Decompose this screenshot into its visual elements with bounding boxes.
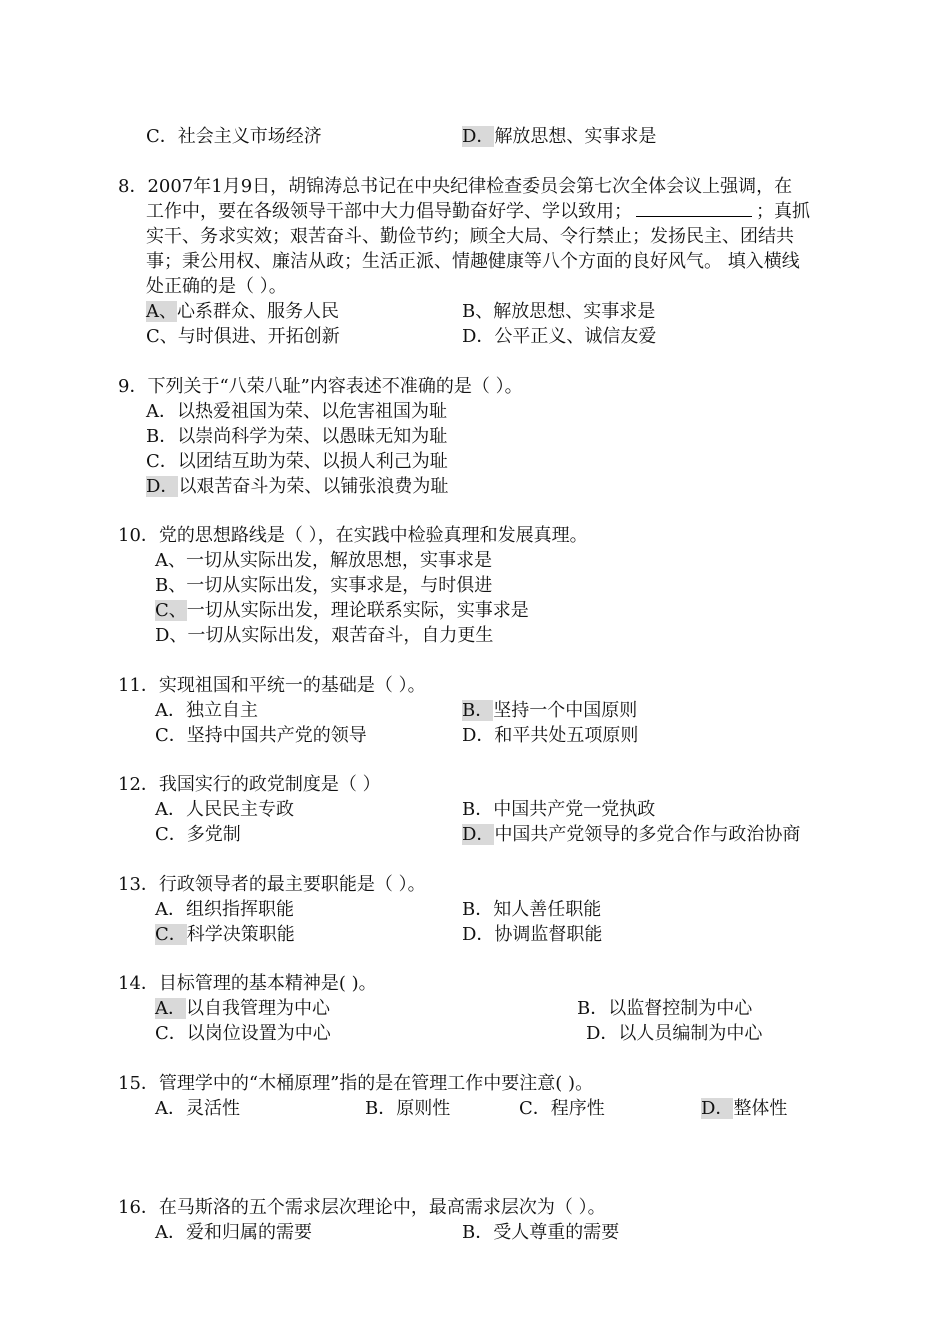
q9-option-a: A．以热爱祖国为荣、以危害祖国为耻 [146,401,447,422]
q11-option-a: A．独立自主 [155,700,258,721]
q15-option-d: D．整体性 [701,1098,788,1119]
q8-option-d: D．公平正义、诚信友爱 [462,326,657,347]
q9-stem: 9．下列关于“八荣八耻”内容表述不准确的是（ ）。 [118,376,523,397]
q13-option-c: C．科学决策职能 [155,924,295,945]
q14-option-d: D．以人员编制为中心 [586,1023,763,1044]
q7-option-c: C．社会主义市场经济 [146,126,322,147]
q8-option-a: A、心系群众、服务人民 [146,301,339,322]
q9-option-d: D．以艰苦奋斗为荣、以铺张浪费为耻 [146,476,449,497]
q15-option-c: C．程序性 [519,1098,605,1119]
q12-option-a: A．人民民主专政 [155,799,294,820]
q13-option-b: B．知人善任职能 [462,899,602,920]
q10-option-b: B、一切从实际出发，实事求是，与时俱进 [155,575,493,596]
fill-blank [636,200,752,217]
q7-option-d: D．解放思想、实事求是 [462,126,657,147]
q16-option-a: A．爱和归属的需要 [155,1222,312,1243]
q8-option-b: B、解放思想、实事求是 [462,301,656,322]
q8-stem-line-1: 8．2007年1月9日，胡锦涛总书记在中央纪律检查委员会第七次全体会议上强调，在 [118,176,793,197]
q14-stem: 14．目标管理的基本精神是( )。 [118,973,377,994]
q10-option-a: A、一切从实际出发，解放思想，实事求是 [155,550,492,571]
q9-option-c: C．以团结互助为荣、以损人利己为耻 [146,451,448,472]
q8-option-c: C、与时俱进、开拓创新 [146,326,340,347]
answer-highlight: D． [701,1098,734,1119]
q10-stem: 10．党的思想路线是（ ），在实践中检验真理和发展真理。 [118,525,588,546]
q9-option-b: B．以崇尚科学为荣、以愚昧无知为耻 [146,426,448,447]
q13-option-d: D．协调监督职能 [462,924,603,945]
q15-stem: 15．管理学中的“木桶原理”指的是在管理工作中要注意( )。 [118,1073,594,1094]
q10-option-c: C、一切从实际出发，理论联系实际，实事求是 [155,600,529,621]
q11-stem: 11．实现祖国和平统一的基础是（ ）。 [118,675,426,696]
q12-option-b: B．中国共产党一党执政 [462,799,656,820]
q11-option-d: D．和平共处五项原则 [462,725,639,746]
q11-option-c: C．坚持中国共产党的领导 [155,725,367,746]
answer-highlight: C、 [155,600,187,621]
q15-option-a: A．灵活性 [155,1098,240,1119]
q14-option-a: A．以自我管理为中心 [155,998,330,1019]
answer-highlight: D． [146,476,179,497]
q12-option-c: C．多党制 [155,824,241,845]
answer-highlight: C． [155,924,187,945]
answer-highlight: A、 [146,301,177,322]
q14-option-c: C．以岗位设置为中心 [155,1023,331,1044]
answer-highlight: D． [462,824,495,845]
answer-highlight: B． [462,700,494,721]
q8-stem-line-3: 实干、务求实效；艰苦奋斗、勤俭节约；顾全大局、令行禁止；发扬民主、团结共 [146,226,794,247]
q15-option-b: B．原则性 [365,1098,451,1119]
answer-highlight: A． [155,998,186,1019]
q13-option-a: A．组织指挥职能 [155,899,294,920]
q14-option-b: B．以监督控制为中心 [577,998,753,1019]
q8-stem-line-5: 处正确的是（ ）。 [146,276,287,297]
q16-option-b: B．受人尊重的需要 [462,1222,620,1243]
q12-stem: 12．我国实行的政党制度是（ ） [118,774,381,795]
q8-stem-line-4: 事；秉公用权、廉洁从政；生活正派、情趣健康等八个方面的良好风气。 填入横线 [146,251,800,272]
q16-stem: 16．在马斯洛的五个需求层次理论中，最高需求层次为（ ）。 [118,1197,606,1218]
q13-stem: 13．行政领导者的最主要职能是（ ）。 [118,874,426,895]
q11-option-b: B．坚持一个中国原则 [462,700,638,721]
q8-stem-line-2: 工作中，要在各级领导干部中大力倡导勤奋好学、学以致用； ；真抓 [146,201,810,222]
answer-highlight: D． [462,126,495,147]
q12-option-d: D．中国共产党领导的多党合作与政治协商 [462,824,801,845]
q10-option-d: D、一切从实际出发，艰苦奋斗，自力更生 [155,625,494,646]
